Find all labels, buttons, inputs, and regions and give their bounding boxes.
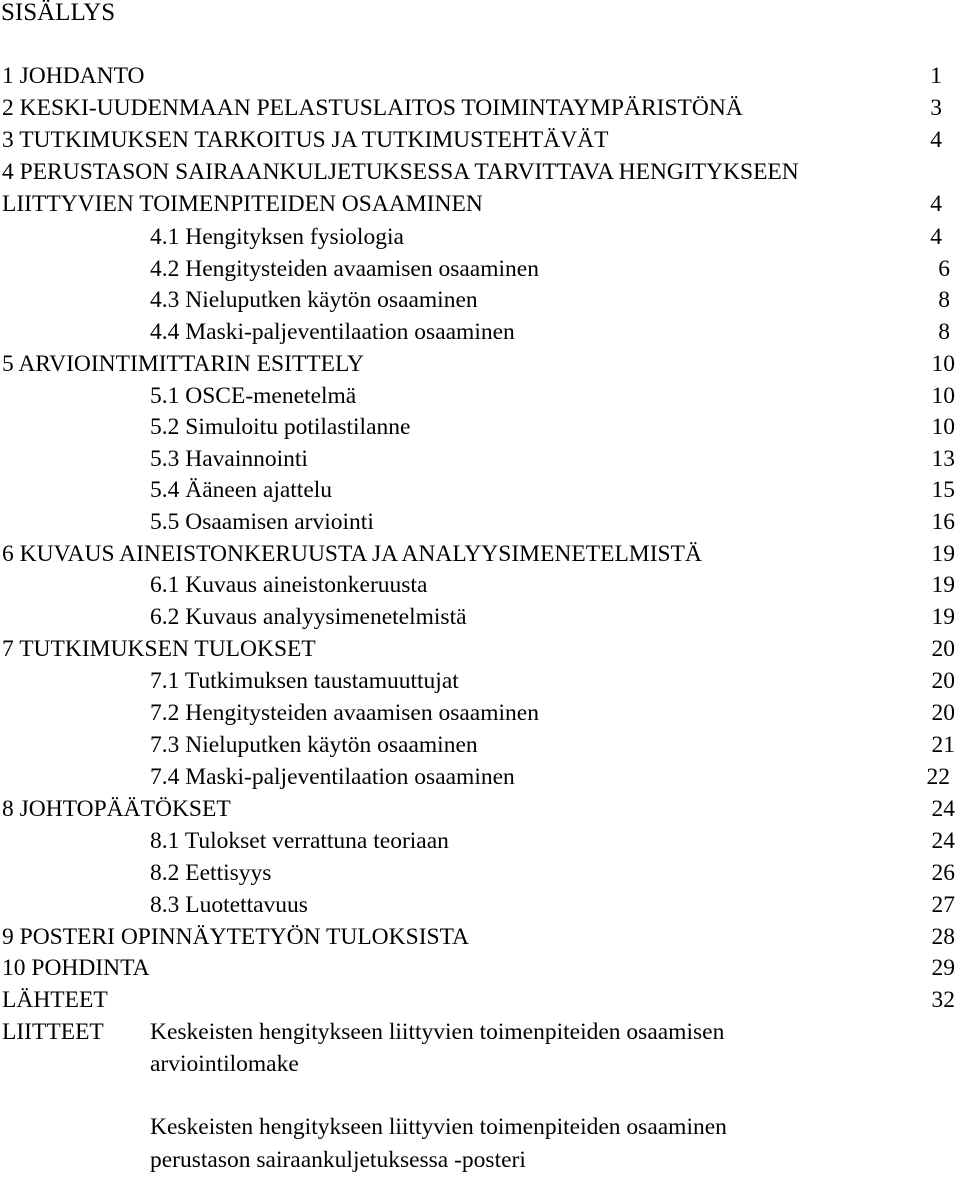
toc-entry — [0, 793, 960, 825]
toc-entry — [0, 633, 960, 665]
toc-entry — [0, 729, 960, 761]
toc-entry-title: 7.2 Hengitysteiden avaamisen osaaminen — [150, 700, 539, 726]
toc-entry — [0, 411, 960, 443]
toc-entry-page-number: 20 — [931, 636, 955, 662]
toc-entry-page-number: 4 — [930, 224, 942, 250]
toc-entry-title: 4.4 Maski-paljeventilaation osaaminen — [150, 319, 515, 345]
toc-entry-page-number: 20 — [931, 700, 955, 726]
toc-entry-page-number: 19 — [931, 604, 955, 630]
toc-entry — [0, 221, 960, 253]
toc-entry-page-number: 10 — [931, 351, 955, 377]
toc-entry — [0, 474, 960, 506]
toc-entry-page-number: 21 — [931, 732, 955, 758]
attachment-1-line-2: arviointilomake — [150, 1051, 299, 1077]
toc-entry-title: 8.2 Eettisyys — [150, 860, 272, 886]
toc-entry-title: LÄHTEET — [2, 987, 108, 1013]
toc-entry-title: 2 KESKI-UUDENMAAN PELASTUSLAITOS TOIMINTAYMPÄRISTÖNÄ — [2, 95, 743, 121]
toc-entry-title: 4.1 Hengityksen fysiologia — [150, 224, 404, 250]
toc-entry-title: 7.3 Nieluputken käytön osaaminen — [150, 732, 478, 758]
attachment-2-line-1: Keskeisten hengitykseen liittyvien toimenpiteiden osaaminen — [150, 1114, 727, 1140]
toc-entry — [0, 921, 960, 953]
toc-entry-title: 5.5 Osaamisen arviointi — [150, 509, 374, 535]
toc-entry-page-number: 24 — [931, 828, 955, 854]
toc-entry-page-number: 16 — [931, 509, 955, 535]
toc-entry — [0, 697, 960, 729]
toc-entry — [0, 538, 960, 570]
toc-entry-title: 10 POHDINTA — [2, 955, 150, 981]
toc-entry-title: 6.2 Kuvaus analyysimenetelmistä — [150, 604, 467, 630]
toc-entry-title: 7.1 Tutkimuksen taustamuuttujat — [150, 668, 459, 694]
toc-entry-title: 9 POSTERI OPINNÄYTETYÖN TULOKSISTA — [2, 924, 470, 950]
attachment-1-line-1: Keskeisten hengitykseen liittyvien toimenpiteiden osaamisen — [150, 1019, 725, 1045]
toc-entry — [0, 156, 960, 188]
toc-entry-title: 5.4 Ääneen ajattelu — [150, 477, 333, 503]
toc-entry — [0, 761, 960, 793]
page-title: SISÄLLYS — [1, 0, 116, 26]
toc-entry-page-number: 6 — [938, 256, 950, 282]
toc-entry — [0, 188, 960, 220]
toc-entry-page-number: 20 — [931, 668, 955, 694]
toc-entry-page-number: 29 — [931, 955, 955, 981]
toc-entry-page-number: 8 — [938, 287, 950, 313]
toc-entry-title: 6 KUVAUS AINEISTONKERUUSTA JA ANALYYSIMENETELMISTÄ — [2, 541, 702, 567]
toc-entry — [0, 443, 960, 475]
toc-entry — [0, 857, 960, 889]
toc-entry-title: 7 TUTKIMUKSEN TULOKSET — [2, 636, 316, 662]
toc-entry-title: 7.4 Maski-paljeventilaation osaaminen — [150, 764, 515, 790]
toc-entry-page-number: 15 — [931, 477, 955, 503]
toc-entry-page-number: 1 — [930, 63, 942, 89]
toc-entry-title: 4.3 Nieluputken käytön osaaminen — [150, 287, 478, 313]
toc-entry-page-number: 3 — [930, 95, 942, 121]
toc-entry — [0, 253, 960, 285]
toc-entry-title: 5.1 OSCE-menetelmä — [150, 383, 357, 409]
toc-entry — [0, 92, 960, 124]
toc-entry-page-number: 24 — [931, 796, 955, 822]
toc-entry — [0, 825, 960, 857]
toc-entry — [0, 60, 960, 92]
toc-entry — [0, 889, 960, 921]
toc-entry-page-number: 19 — [931, 572, 955, 598]
toc-entry — [0, 380, 960, 412]
toc-entry-page-number: 4 — [930, 191, 942, 217]
toc-entry — [0, 284, 960, 316]
toc-entry-title: 8 JOHTOPÄÄTÖKSET — [2, 796, 231, 822]
toc-entry-title: 1 JOHDANTO — [2, 63, 145, 89]
toc-entry — [0, 124, 960, 156]
toc-entry-title: 4.2 Hengitysteiden avaamisen osaaminen — [150, 256, 539, 282]
toc-entry — [0, 601, 960, 633]
toc-entry — [0, 665, 960, 697]
toc-entry — [0, 984, 960, 1016]
toc-entry-title: 8.1 Tulokset verrattuna teoriaan — [150, 828, 449, 854]
toc-entry-title: 5.2 Simuloitu potilastilanne — [150, 414, 411, 440]
toc-entry-page-number: 4 — [930, 127, 942, 153]
toc-entry-title: 3 TUTKIMUKSEN TARKOITUS JA TUTKIMUSTEHTÄVÄT — [2, 127, 609, 153]
toc-entry-title: LIITTYVIEN TOIMENPITEIDEN OSAAMINEN — [2, 191, 483, 217]
toc-entry-title: 5.3 Havainnointi — [150, 446, 308, 472]
toc-entry-title: 8.3 Luotettavuus — [150, 892, 308, 918]
toc-entry-page-number: 13 — [931, 446, 955, 472]
toc-entry-page-number: 27 — [931, 892, 955, 918]
toc-entry-title: 4 PERUSTASON SAIRAANKULJETUKSESSA TARVITTAVA HENGITYKSEEN — [2, 159, 799, 185]
toc-entry-title: 5 ARVIOINTIMITTARIN ESITTELY — [2, 351, 364, 377]
toc-entry — [0, 952, 960, 984]
toc-entry-page-number: 8 — [938, 319, 950, 345]
toc-entry-title: 6.1 Kuvaus aineistonkeruusta — [150, 572, 428, 598]
toc-entry — [0, 506, 960, 538]
toc-entry-page-number: 22 — [926, 764, 950, 790]
attachments-label: LIITTEET — [2, 1019, 104, 1045]
toc-entry-page-number: 32 — [931, 987, 955, 1013]
toc-entry — [0, 348, 960, 380]
toc-entry-page-number: 10 — [931, 414, 955, 440]
toc-entry-page-number: 28 — [931, 924, 955, 950]
attachment-2-line-2: perustason sairaankuljetuksessa -posteri — [150, 1147, 526, 1173]
toc-entry — [0, 316, 960, 348]
toc-entry-page-number: 10 — [931, 383, 955, 409]
toc-entry-page-number: 19 — [931, 541, 955, 567]
toc-entry-page-number: 26 — [931, 860, 955, 886]
toc-entry — [0, 569, 960, 601]
